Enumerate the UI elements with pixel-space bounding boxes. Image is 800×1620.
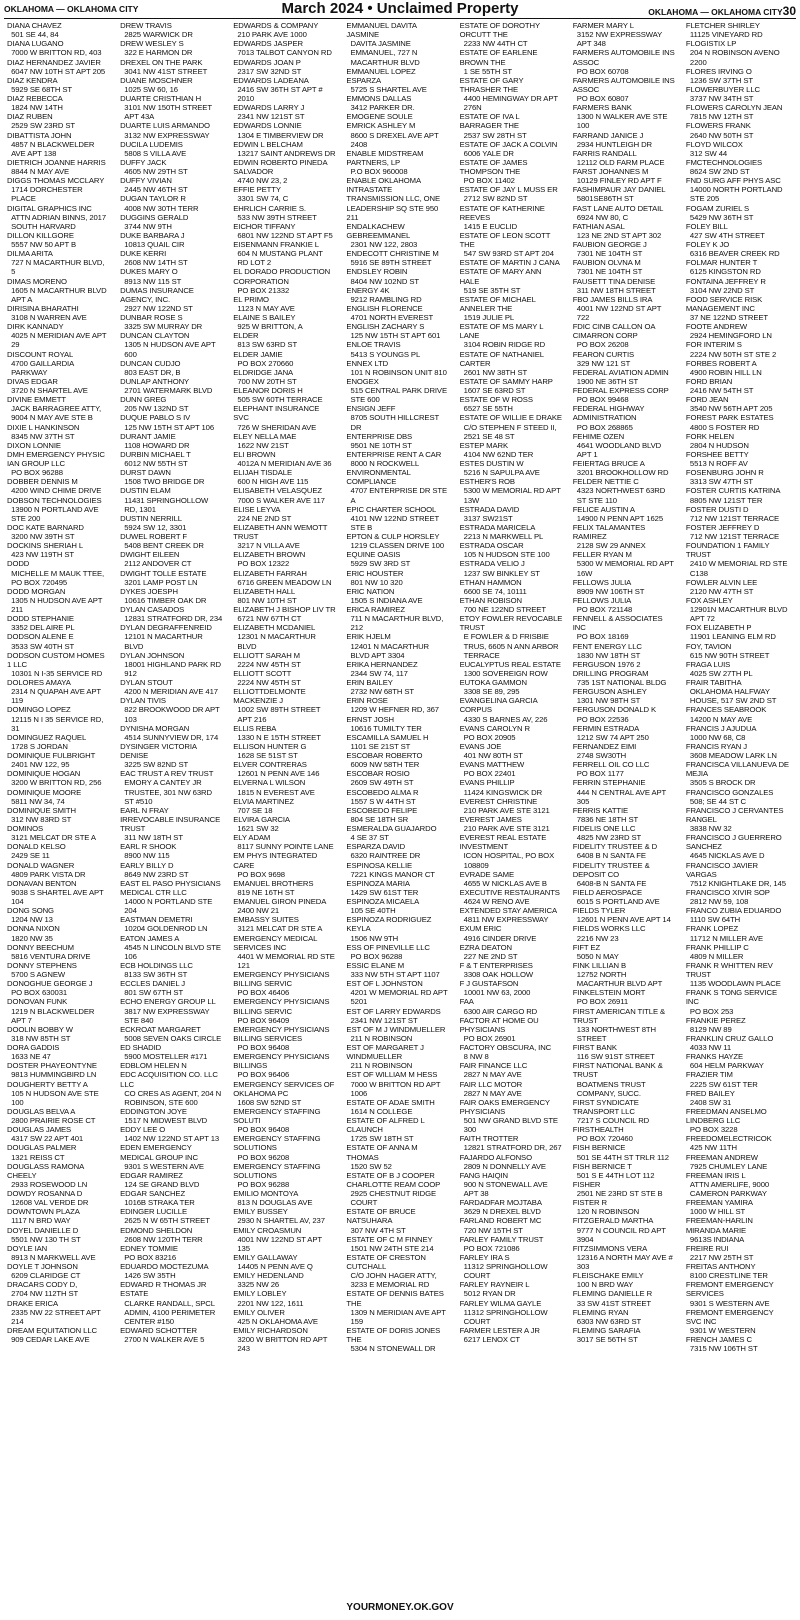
- listing-columns: [4, 21, 796, 1601]
- listing-column-3: EDWARDS & COMPANY 210 PARK AVE 1000 EDWARDS JASPER 7013 TALBOT CANYON RD EDWARDS JOAN P 2317 SW 32ND ST EDWARDS LADEANA 2416 SW 36TH ST APT # 2010 EDWARDS LARRY J 2341 NW 121ST ST EDWARDS LONNIE 1304 E TIMBERVIEW DR EDWIN L BELCHAM 13217 SAINT ANDREWS DR EDWIN ROBERTO PINEDA SALVADOR 4740 NW 23, 2 EFFIE PETTY 3301 SW 74, C EHRLICH CARRIE S. 533 NW 39TH STREET EICHOR TIFFANY 6801 NW 122ND ST APT F5 EISENMANN FRANKIE L 604 N MUSTANG PLANT RD LOT 2 EL DORADO PRODUCTION CORPORATION PO BOX 21332 EL PRIMO 1123 N MAY AVE ELAINE S BAILEY 925 W BRITTON, A ELDER 813 SW 63RD ST ELDER JAMIE PO BOX 270660 ELDRIDGE JANA 700 NW 20TH ST ELEANOR DORIS H 505 SW 60TH TERRACE ELEPHANT INSURANCE SVC 726 W SHERIDAN AVE ELEY NELLA MAE 1622 NW 21ST ELI BROWN 4012A N MERIDIAN AVE 36 ELIJAH TISDALE 600 N HIGH AVE 115 ELISABETH VELASQUEZ 7000 S WALKER AVE 117 ELISE LEYVA 224 NE 2ND ST ELIZABETH ANN WEMOTT TRUST 3217 N VILLA AVE ELIZABETH BROWN PO BOX 12322 ELIZABETH FARRAH 6716 GREEN MEADOW LN ELIZABETH HALL 801 NW 10TH ST ELIZABETH J BISHOP LIV TR 6721 NW 67TH CT ELIZABETH MCDANIEL 12301 N MACARTHUR BLVD ELLIOTT SARAH M 2224 NW 45TH ST ELLIOTT SCOTT 2224 NW 45TH ST ELLIOTTDELMONTE MACKENZIE J 1002 SW 89TH STREET APT 216 ELLIS REBA 1330 N E 15TH STREET ELLISON HUNTER G 1628 SE 51ST ST ELVER CONTRERAS 12601 N PENN AVE 146 ELVERNA L WILSON 1815 N EVEREST AVE ELVIA MARTINEZ 707 SE 18 ELVIRA GARCIA 1621 SW 32 ELY ADAM 8117 SUNNY POINTE LANE EM PHYS INTEGRATED CARE PO BOX 9698 EMANUEL BROTHERS 819 NE 16TH ST EMANUEL GIRON PINEDA 2400 NW 21 EMBASSY SUITES 3121 MELCAT DR STE A EMERGENCY MEDICAL SERVICES INC 4401 W MEMORIAL RD STE 121 EMERGENCY PHYSICIANS BILLING SERVIC PO BOX 46406 EMERGENCY PHYSICIANS BILLING SERVIC PO BOX 96409 EMERGENCY PHYSICIANS BILLING SERVICES PO BOX 96408 EMERGENCY PHYSICIANS BILLINGS PO BOX 96406 EMERGENCY SERVICES OF OKLAHOMA PC 1608 SW 52ND ST EMERGENCY STAFFING SOLUTI PO BOX 96408 EMERGENCY STAFFING SOLUTIONS PO BOX 96208 EMERGENCY STAFFING SOLUTIONS PO BOX 96288 EMILIO MONTOYA 813 N DOUGLAS AVE EMILY BUSSEY 2930 N SHARTEL AV, 237 EMILY CROASMUN 4001 NW 122ND ST APT 135 EMILY GALLAWAY 14405 N PENN AVE Q EMILY HEDENLAND 3325 NW 26 EMILY LOBLEY 2201 NW 122, 1611 EMILY OLIVER 425 N OKLAHOMA AVE EMILY RICHARDSON 3200 W BRITTON RD APT 243: [233, 21, 336, 1354]
- listing-column-4: EMMANUEL DAVITA JASMINE DAVITA JASMINE EMMANUEL, 727 N MACARTHUR BLVD EMMANUEL LOPEZ ESPARZA 5725 S SHARTEL AVE EMMONS DALLAS 3412 PARKER DR. EMOGENE SOULE EMRICK ASHLEY M 8600 S DREXEL AVE APT 2408 ENABLE MIDSTREAM PARTNERS, LP P.O BOX 960008 ENABLE OKLAHOMA INTRASTATE TRANSMISSION LLC, ONE LEADERSHIP SQ STE 950 211 ENDALKACHEW GEBREEMMANEL 2301 NW 122, 2803 ENDECOTT CHRISTINE M 5916 SE 89TH STREET ENDSLEY ROBIN 8404 NW 102ND ST ENERGY 4K 9212 RAMBLING RD ENGLISH FLORENCE 4701 NORTH EVEREST ENGLISH ZACHARY S 125 NW 15TH ST APT 601 ENLOE TRAVIS 5413 S YOUNGS PL ENNEX LTD 101 N ROBINSON UNIT 810 ENOGEX 515 CENTRAL PARK DRIVE STE 600 ENSIGN JEFF 8705 SOUTH HILLCREST DR ENTERPRISE DBS 9501 NE 10TH ST ENTERPRISE RENT A CAR 8000 N ROCKWELL ENVIRONMENTAL COMPLIANCE 4707 ENTERPRISE DR STE A EPIC CHARTER SCHOOL 4101 NW 122ND STREET STE B EPTON & CULP HORSLEY 1219 CLASSEN DRIVE 100 EQUINE OASIS 5929 SW 3RD ST ERIC HOUSTER 801 NW 10 320 ERIC NATION 1505 S INDIANA AVE ERICA RAMIREZ 711 N MACARTHUR BLVD, 212 ERIK HJELM 12401 N MACARTHUR BLVD APT 3304 ERIKA HERNANDEZ 2344 SW 74, 117 ERIN BAILEY 2732 NW 68TH ST ERIN ROSE 1209 W HEFNER RD, 367 ERNST JOSH 10616 TUMILTY TER ESCAMILLA SAMUEL H 1101 SE 21ST ST ESCOBAR ROBERTO 6009 NW 58TH TER ESCOBAR ROSIO 2609 SW 49TH ST ESCOBEDO ALMA R 1557 S W 44TH ST ESCOBEDO FELIPE 804 SE 18TH SR ESMERALDA GUAJARDO 4 SE 37 ST ESPARZA DAVID 6320 RAINTREE DR ESPINOSA KELLIE 7221 KINGS MANOR CT ESPINOZA MARIA 1429 SW 61ST TER ESPINOZA MICAELA 105 SE 40TH ESPINOZA RODRIGUEZ KEYLA 1506 NW 9TH ESS OF PINEVILLE LLC PO BOX 96288 ESSIC ELANE M 333 NW 5TH ST APT 1107 EST OF L JOHNSTON 4201 W MEMORIAL RD APT 5201 EST OF LARRY EDWARDS 2341 NW 121ST ST EST OF M J WINDMUELLER 211 N ROBINSON EST OF MARGARET J WINDMUELLER 211 N ROBINSON EST OF WILLIAM M HESS 7000 W BRITTON RD APT 1006 ESTATE OF ADAE SMITH 1614 N COLLEGE ESTATE OF ALFRED L CLAUNCH 1725 SW 18TH ST ESTATE OF ANNA M THOMAS 1520 SW 52 ESTATE OF B J COOPER CHARLOTTE REAM COOP 2925 CHESTNUT RIDGE COURT ESTATE OF BRUCE NATSUHARA 307 NW 4TH ST ESTATE OF C M FINNEY 1501 NW 24TH STE 214 ESTATE OF CRESTON CUTCHALL C/O JOHN HAGER ATTY, 3233 E MEMORIAL RD ESTATE OF DENNIS BATES THE 1309 N MERIDIAN AVE APT 159 ESTATE OF DORIS JONES THE 5304 N STONEWALL DR: [346, 21, 448, 1354]
- listing-column-1: DIANA CHAVEZ 501 SE 44, 84 DIANA LUGANO 7000 W BRITTON RD, 403 DIAZ HERNANDEZ JAVIER 6047 NW 10TH ST APT 205 DIAZ KENDRA 5929 SE 68TH ST DIAZ REBECCA 1824 NW 14TH DIAZ RUBEN 2529 SW 23RD ST DIBATTISTA JOHN 4857 N BLACKWELDER AVE APT 138 DIETRICH JOANNE HARRIS 8844 N MAY AVE DIGGS THOMAS MCCLARY 1714 DORCHESTER PLACE DIGITAL GRAPHICS INC ATTN ADRIAN BINNS, 2017 SOUTH HARVARD DILLON KILLGORE 5557 NW 50 APT B DILMA ARITA 727 N MACARTHUR BLVD, 5 DIMAS MORENO 1605 N MACARTHUR BLVD APT A DIRISINA BHARATHI 3108 N WARREN AVE DIRK KANNADY 4025 N MERIDIAN AVE APT 29 DISCOUNT ROYAL 4700 GAILLARDIA PARKWAY DIVAS EDGAR 3720 N SHARTEL AVE DIVINE EMMETT JACK BARRAGREE ATTY, 9004 N MAY AVE STE B DIXIE L HANKINSON 8345 NW 37TH ST DIXON LONNIE DMH EMERGENCY PHYSIC IAN GROUP LLC PO BOX 96288 DOBBER DENNIS M 4200 WIND CHIME DRIVE DOBSON TECHNOLOGIES 13900 N PORTLAND AVE STE 200 DOC KATE BARNARD 3200 NW 39TH ST DOCKINS SHERIAH L 423 NW 119TH ST DODD MICHELLE M MAUK TTEE, PO BOX 720495 DODD MORGAN 1305 N HUDSON AVE APT 211 DODD STEPHANIE 3352 DEL AIRE PL DODSON ALENE E 3533 SW 40TH ST DODSON CUSTOM HOMES 1 LLC 10301 N I-35 SERVICE RD DOLORES AMAYA 2314 N QUAPAH AVE APT 119 DOMINGO LOPEZ 12115 N I 35 SERVICE RD, 31 DOMINGUEZ RAQUEL 1728 S JORDAN DOMINIQUE FULBRIGHT 2401 NW 122, 95 DOMINIQUE HOGAN 3200 W BRITTON RD, 256 DOMINIQUE MOORE 5811 NW 34, 74 DOMINIQUE SMITH 312 NW 83RD ST DOMINOS 3121 MELCAT DR STE A DONALD KELSO 2429 SE 11 DONALD WAGNER 4809 PARK VISTA DR DONAVAN BENTON 9038 S SHARTEL AVE APT 104 DONG SONG 1204 NW 13 DONNA NIXON 1820 NW 35 DONNY BEECHUM 5816 VENTURA DRIVE DONNY STEPHENS 5700 S AGNEW DONOGHUE GEORGE J PO BOX 630031 DONOVAN FUNK 1219 N BLACKWELDER APT 7 DOOLIN BOBBY W 318 NW 85TH ST DORA GADDIS 1633 NE 47 DOSTER PHAYEONTYNE 9813 HUMMINGBIRD LN DOUGHERTY BETTY A 105 N HUDSON AVE STE 100 DOUGLAS BELVA A 2800 PRAIRIE ROSE CT DOUGLAS JAMES 4317 SW 22 APT 401 DOUGLAS PALMER 1321 REISS CT DOUGLASS RAMONA CHEELY 2933 ROSEWOOD LN DOWDY ROSANNA D 12608 VAL VERDE DR DOWNTOWN PLAZA 1117 N BRD WAY DOYEL DANIELLE D 5501 NW 130 TH ST DOYLE IAN 8913 N MARKWELL AVE DOYLE T JOHNSON 6209 CLARIDGE CT DRACARS CODY D, 2704 NW 112TH ST DRAKE ERICA 2335 NW 22 STREET APT 214 DREAM EQUITATION LLC 909 CEDAR LAKE AVE: [7, 21, 107, 1344]
- listing-column-6: FARMER MARY L 3152 NW EXPRESSWAY APT 348 FARMERS AUTOMOBILE INS ASSOC PO BOX 60708 FARMERS AUTOMOBILE INS ASSOC PO BOX 60807 FARMERS BANK 1300 N WALKER AVE STE 100 FARRAND JANICE J 2934 HUNTLEIGH DR FARRIS RANDALL 12112 OLD FARM PLACE FARST JOHANNES M 10129 FINLEY RD APT F FASHIMPAUR JAY DANIEL 5801SE86TH ST FAST LANE AUTO DETAIL 6924 NW 80, C FATHIAN ASAL 123 NE 2ND ST APT 302 FAUBION GEORGE J 7301 NE 104TH ST FAUBION OLVNA M 7301 NE 104TH ST FAUSETT TINA DENISE 311 NW 18TH STREET FBO JAMES BILLS IRA 4001 NW 122ND ST APT 722 FDIC CINB CALLON OA CIMARRON CORP PO BOX 26208 FEARON CURTIS 329 NW 121 ST FEDERAL AVIATION ADMIN 1900 NE 36TH ST FEDERAL EXPRESS CORP PO BOX 99468 FEDERAL HIGHWAY ADMINISTRATION PO BOX 268865 FEHIME OZEN 4641 WOODLAND BLVD APT 1 FEIERTAG BRUCE A 3201 BROOKHOLLOW RD FELDER NETTIE C 4323 NORTHWEST 63RD ST STE 110 FELICE AUSTIN A 14900 N PENN APT 1625 FELIX TALAMANTES RAMIREZ 2128 SW 29 ANNEX FELLER RYAN M 5300 W MEMORIAL RD APT 16W FELLOWS JULIA 8909 NW 106TH ST FELLOWS JULIA PO BOX 721148 FENNELL & ASSOCIATES INC PO BOX 18169 FENT ENERGY LLC 1830 NW 18TH ST FERGUSON 1976 2 DRILLING PROGRAM 735 1ST NATIONAL BLDG FERGUSON ASHLEY 1301 NW 98TH ST FERGUSON DONALD K PO BOX 22536 FERMIN ESTRADA 1212 SW 74 APT 250 FERNANDEZ EIMI 2748 SW30TH FERRELL OIL CO LLC PO BOX 1177 FERRIN STEPHANIE 444 N CENTRAL AVE APT 305 FERRIS KATTIE 7836 NE 18TH ST FIDELIS ONE LLC 4825 NW 23RD ST FIDELITY TRUSTEE & D 6408 B N SANTA FE FIDELITY TRUSTEE & DEPOSIT CO 6408-B N SANTA FE FIELD AEROSPACE 6015 S PORTLAND AVE FIELDS TYLER 12601 N PENN AVE APT 14 FIELDS WORKS LLC 2216 NW 23 FIFT EZ 5050 N MAY FINK LILLIAN B 12752 NORTH MACARTHUR BLVD APT FINKELSTEIN MORT PO BOX 26911 FIRST AMERICAN TITLE & TRUST 133 NORTHWEST 8TH STREET FIRST BANK 116 SW 91ST STREET FIRST NATIONAL BANK & TRUST BOATMENS TRUST COMPANY, SUCC. FIRST SYNDICATE TRANSPORT LLC 7217 S COUNCIL RD FIRSTHEALTH PO BOX 720460 FISH BERNICE 501 SE 44TH ST TRLR 112 FISH BERNICE T 501 S E 44TH LOT 112 FISHER 2501 NE 23RD ST STE B FISTER R 120 N ROBINSON FITZGERALD MARTHA 9777 N COUNCIL RD APT 3904 FITZSIMMONS VERA 12316 A NORTH MAY AVE # 303 FLEISCHAKE EMILY 100 N BRD WAY FLEMING DANIELLE R 33 SW 41ST STREET FLEMING RYAN 6303 NW 63RD ST FLEMING SARAFIA 3017 SE 56TH ST: [572, 21, 675, 1344]
- page-number: 30: [782, 4, 796, 18]
- listing-column-7: FLETCHER SHIRLEY 11125 VINEYARD RD FLOGISTIX LP 204 N ROBINSON AVENO 2200 FLORES IRVING O 1236 SW 37TH ST FLOWERBUYER LLC 3737 NW 34TH ST FLOWERS CAROLYN JEAN 7815 NW 12TH ST FLOWERS FRANK 2640 NW 50TH ST FLOYD WILCOX 312 SW 44 FMCTECHNOLOGIES 8624 SW 2ND ST FND SURG AFF PHYS ASC 14000 NORTH PORTLAND STE 205 FOGAM ZURIEL S 5429 NW 36TH ST FOLEY BILL 427 SW 4TH STREET FOLEY K JO 6316 BEAVER CREEK RD FOLMAR HUNTER T 6125 KINGSTON RD FONTAINA JEFFREY R 3104 NW 22ND ST FOOD SERVICE RISK MANAGEMENT INC 37 NE 122ND STREET FOOTE ANDREW 2924 HEMINGFORD LN FOR INTERIM S 2224 NW 50TH ST STE 2 FORBES ROBERT A 4900 ROBIN HILL LN FORD BRIAN 2416 NW 54TH ST FORD JEAN 3540 NW 56TH APT 205 FOREST PARK ESTATES 4800 S FOSTER RD FORK HELEN 2804 N HUDSON FORSHEE BETTY 5513 N ROFF AV FOSENBURG JOHN R 3313 SW 47TH ST FOSTER CURTIS KATRINA 8805 NW 121ST TER FOSTER DUSTI D 712 NW 121ST TERRACE FOSTER JEFFREY D 712 NW 121ST TERRACE FOUNDATION 1 FAMILY TRUST 2410 W MEMORIAL RD STE C138 FOWLER ALVIN LEE 2120 NW 47TH ST FOX ASHLEY 12901N MACARTHUR BLVD APT 72 FOX ELIZABETH P 11901 LEANING ELM RD FOY, TAVION 615 NW 90TH STREET FRAGA LUIS 4025 SW 27TH PL FRAIR TABITHA OKLAHOMA HALFWAY HOUSE, 517 SW 2ND ST FRANCES SEABROOK 14200 N MAY AVE FRANCIS J AJUDUA 1000 NW 68, C8 FRANCIS RYAN J 3608 MEADOW LARK LN FRANCISCA VILLANUEVA DE MEJIA 3505 S BROCK DR FRANCISCO GONZALES 508; SE 44 ST C FRANCISCO J CERVANTES RANGEL 3838 NW 32 FRANCISCO J GUERRERO SANCHEZ 4645 NICKLAS AVE D FRANCISCO JAVIER VARGAS 7512 KNIGHTLAKE DR, 145 FRANCISCO XIVIR SOP 2812 NW 59, 108 FRANCO ZUBIA EDUARDO 1110 SW 64TH FRANK LOPEZ 11712 N MILLER AVE FRANK PHILLIP C 4809 N MILLER FRANK R WHITTEN REV TRUST 1135 WOODLAWN PLACE FRANK S TONG SERVICE INC PO BOX 253 FRANKIE PEREZ 8129 NW 89 FRANKLIN CRUZ GALLO 4033 NW 11 FRANKS HAYZE 604 HELM PARKWAY FRAZIER TIM 2225 SW 61ST TER FRED BAILEY 2408 SW 31 FREEDMAN ANSELMO LINDBERG LLC PO BOX 3228 FREEDOMELECTRICOK 425 NW 11TH FREEMAN ANDREW 7925 CHUMLEY LANE FREEMAN IRIS L ATTN AMERLIFE, 9000 CAMERON PARKWAY FREEMAN YAMIRA 1000 W HILL ST FREEMAN-HARLIN MIRANDA MARIE 9613S INDIANA FREIRE RUI 2217 NW 25TH ST FREITAS ANTHONY 8100 CRESTLINE TER FREMONT EMERGENCY SERVICES 9301 S WESTERN AVE FREMONT EMERGENCY SVC INC 9301 W WESTERN FRENCH JAMES C 7315 NW 106TH ST: [685, 21, 789, 1354]
- header-location-right-text: OKLAHOMA — OKLAHOMA CITY: [648, 7, 783, 17]
- page-title: March 2024 • Unclaimed Property: [281, 0, 519, 17]
- header-location-right: [648, 4, 796, 18]
- listing-column-5: ESTATE OF DOROTHY ORCUTT THE 2233 NW 44TH CT ESTATE OF EARLENE BROWN THE 1 SE 55TH ST ESTATE OF GARY THRASHER THE 4400 HEMINGWAY DR APT 276N ESTATE OF IVA L BARRAGER THE 2537 SW 28TH ST ESTATE OF JACK A COLVIN 6006 YALE DR ESTATE OF JAMES THOMPSON THE PO BOX 11402 ESTATE OF JAY L MUSS ER 2712 SW 82ND ST ESTATE OF KATHERINE REEVES 1415 E EUCLID ESTATE OF LEON SCOTT THE 547 SW 93RD ST APT 204 ESTATE OF MARTIN J CANA ESTATE OF MARY ANN HALE 519 SE 35TH ST ESTATE OF MICHAEL ANNELER THE 1519 JULIE PL ESTATE OF MS MARY L LANE 3104 ROBIN RIDGE RD ESTATE OF NATHANIEL CARTER 2601 NW 38TH ST ESTATE OF SAMMY HARP 1607 SE 63RD ST ESTATE OF W ROSS 6527 SE 55TH ESTATE OF WILLIE E DRAKE C/O STEPHEN F STEED II, 2521 SE 48 ST ESTEP MARK 4104 NW 62ND TER ESTES DUSTIN W 5216 N SAPULPA AVE ESTHER'S ROB 5300 W MEMORIAL RD APT 13W ESTRADA DAVID 3137 SW21ST ESTRADA MARICELA 2213 N MARKWELL PL ESTRADA OSCAR 105 N HUDSON STE 100 ESTRADA VELIO J 1237 SW BINKLEY ST ETHAN HAMMON 6600 SE 74, 10111 ETHAN ROBISON 700 NE 122ND STREET ETOY FOWLER REVOCABLE TRUST E FOWLER & D FRISBIE TRUS, 6605 N ANN ARBOR TERRACE EUCALYPTUS REAL ESTATE 1300 SOVEREIGN ROW EUTOKA GAMMON 3308 SE 89, 295 EVANGELINA GARCIA CORPUS 4330 S BARNES AV, 226 EVANS CAROLYN R PO BOX 20905 EVANS JOE 401 NW 80TH ST EVANS MATTHEW PO BOX 22401 EVANS PHILLIP 11424 KINGSWICK DR EVEREST CHRISTINE 210 PARK AVE STE 3121 EVEREST JAMES 210 PARK AVE STE 3121 EVEREST REAL ESTATE INVESTMENT ICON HOSPITAL, PO BOX 108809 EVRADE SAME 4655 W NICKLAS AVE B EXECUTIVE RESTAURANTS 4624 W RENO AVE EXTENDED STAY AMERICA 4811 NW EXPRESSWAY EXUM ERIC 4916 CINDER DRIVE EZRA DEATON 227 NE 2ND ST F & T ENTERPRISES 3308 OAK HOLLOW F J GUSTAFSON 10001 NW 63, 2000 FAA 6300 AIR CARGO RD FACTOR AT HOME OU PHYSICIANS PO BOX 26901 FACTORY OBSCURA, INC 8 NW 8 FAIR FINANCE LLC 2827 N MAY AVE FAIR LLC MOTOR 2827 N MAY AVE FAIR OAKS EMERGENCY PHYSICIANS 501 NW GRAND BLVD STE 300 FAITH TROTTER 12821 STRATFORD DR, 267 FAJARDO ALFONSO 2809 N DONNELLY AVE FANG HAIQIN 900 N STONEWALL AVE APT 38 FARDADFAR MOJTABA 3629 N DREXEL BLVD FARLAND ROBERT MC 720 NW 15TH ST FARLEY FAMILY TRUST PO BOX 721086 FARLEY IRA S 11312 SPRINGHOLLOW COURT FARLEY RAYNEIR L 5012 RYAN DR FARLEY WILMA GAYLE 11312 SPRINGHOLLOW COURT FARMER LESTER A JR 6217 LENOX CT: [459, 21, 563, 1344]
- header-location-left: OKLAHOMA — OKLAHOMA CITY: [4, 4, 139, 14]
- footer-url: YOURMONEY.OK.GOV: [346, 1602, 454, 1613]
- listing-column-2: DREW TRAVIS 2825 WARWICK DR DREW WESLEY S 322 E HARMON DR DREXEL ON THE PARK 3041 NW 41ST STREET DUANE MOSCHNER 1025 SW 60, 16 DUARTE CRISTHIAN H 3101 NW 150TH STREET APT 43A DUARTE LUIS ARMANDO 3132 NW EXPRESSWAY DUCILA LUDEMIS 5808 S VILLA AVE DUFFY JACK 4605 NW 29TH ST DUFFY VIVIAN 2445 NW 46TH ST DUGAN TAYLOR R 4008 NW 30TH TERR DUGGINS GERALD 3744 NW 9TH DUKE BARBARA J 10813 QUAIL CIR DUKE KERRI 2608 NW 14TH ST DUKES MARY O 8913 NW 115 ST DUMAS INSURANCE AGENCY, INC. 2927 NW 122ND ST DUNBAR ROSE S 3325 SW MURRAY DR DUNCAN CLAYTON 1305 N HUDSON AVE APT 600 DUNCAN CUDJO 803 EAST DR, B DUNLAP ANTHONY 2701 WATERMARK BLVD DUNN GREG 205 NW 132ND ST DUQUE PABLO S IV 125 NW 15TH ST APT 106 DURANT JAMIE 1108 HOWARD DR DURBIN MICHAEL T 6012 NW 55TH ST DURST DAWN 1508 TWO BRIDGE DR DUSTIN ELAM 11431 SPRINGHOLLOW RD, 1301 DUSTIN NERRILL 5924 SW 12, 3301 DUWEL ROBERT F 5408 BENT CREEK DR DWIGHT EILEEN 2112 ANDOVER CT DWIGHT TOLLE ESTATE 3201 LAMP POST LN DYKES JOESPH 10616 TIMBER OAK DR DYLAN CASADOS 12831 STRATFORD DR, 234 DYLAN DEGRAFFENREID 12101 N MACARTHUR BLVD DYLAN JOHNSON 18001 HIGHLAND PARK RD 912 DYLAN STOUT 4200 N MERIDIAN AVE 417 DYLAN TIVIS 822 BROOKWOOD DR APT 103 DYNISHA MORGAN 4514 SUNNYVIEW DR, 174 DYSINGER VICTORIA DENISE 3225 SW 82ND ST EAC TRUST A REV TRUST EMORY A CANTEY JR TRUSTEE, 301 NW 63RD ST #510 EARL N FRAY IRREVOCABLE INSURANCE TRUST 311 NW 18TH ST EARL R SHOOK 8900 NW 115 EARLY BILLY D 8649 NW 23RD ST EAST EL PASO PHYSICIANS MEDICAL CTR LLC 14000 N PORTLAND STE 204 EASTMAN DEMETRI 10204 GOLDENROD LN EATON JAMES A 4545 N LINCOLN BLVD STE 106 ECB HOLDINGS LLC 8133 SW 36TH ST ECCLES DANIEL J 801 SW 67TH ST ECHO ENERGY GROUP LL 3817 NW EXPRESSWAY STE 840 ECKROAT MARGARET 5008 SEVEN OAKS CIRCLE ED SHADID 5900 MOSTELLER #171 EDBLOM HELEN N EDC ACQUISITION CO. LLC LLC CO CRES AS AGENT, 204 N ROBINSON, STE 600 EDDINGTON JOYE 1517 N MIDWEST BLVD EDDY LEE O 1402 NW 122ND ST APT 13 EDEN EMERGENCY MEDICAL GROUP INC 9301 S WESTERN AVE EDGAR RAMIREZ 124 SE GRAND BLVD EDGAR SANCHEZ 1016B STRAKA TER EDINGER LUCILLE 2625 N W 65TH STREET EDMOND SHELDON 2608 NW 120TH TERR EDNEY TOMMIE PO BOX 83216 EDUARDO MOCTEZUMA 1426 SW 35TH EDWARD R THOMAS JR ESTATE CLARKE RANDALL, SPCL ADMIN, 4100 PERIMETER CENTER #150 EDWARD SCHOTTER 2700 N WALKER AVE 5: [120, 21, 223, 1344]
- page-header: [4, 0, 796, 19]
